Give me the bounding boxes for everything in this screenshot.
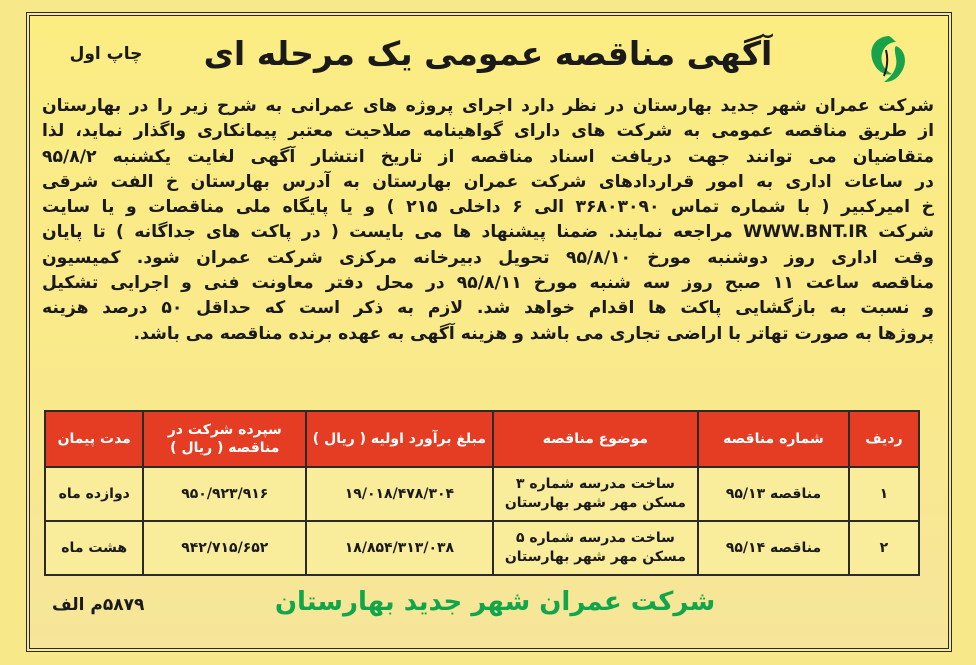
body-line: پروژها به صورت تهاتر با اراضی تجاری می باشد و هزینه آگهی به عهده برنده مناقصه می باشد. bbox=[133, 323, 934, 344]
body-line: مناقصه ساعت ۱۱ صبح روز سه شنبه مورخ ۹۵/۸/۱۱ در محل دفتر معاونت فنی و اجرایی تشکیل bbox=[42, 273, 934, 294]
body-line: متقاضیان می توانند جهت دریافت اسناد مناقصه از تاریخ انتشار آگهی لغایت یکشنبه ۹۵/۸/۲ bbox=[42, 146, 934, 167]
cell-duration: هشت ماه bbox=[45, 521, 143, 575]
footer-ad-code: ۵۸۷۹م الف bbox=[52, 595, 145, 615]
col-header-row-number: ردیف bbox=[849, 411, 919, 467]
cell-duration: دوازده ماه bbox=[45, 467, 143, 521]
body-line: خ امیرکبیر ( با شماره تماس ۳۶۸۰۳۰۹۰ الی ۶ داخلی ۲۱۵ ) و یا پایگاه ملی مناقصات و یا سایت bbox=[42, 197, 934, 218]
col-header-subject: موضوع مناقصه bbox=[493, 411, 698, 467]
cell-deposit: ۹۴۲/۷۱۵/۶۵۲ bbox=[143, 521, 306, 575]
table-row bbox=[45, 467, 919, 521]
col-header-estimate: مبلغ برآورد اولیه ( ریال ) bbox=[306, 411, 493, 467]
col-header-duration: مدت پیمان bbox=[45, 411, 143, 467]
body-line: شرکت عمران شهر جدید بهارستان در نظر دارد اجرای پروژه های عمرانی به شرح زیر را در بهارستان bbox=[42, 96, 934, 116]
cell-row-number: ۱ bbox=[849, 467, 919, 521]
cell-row-number: ۲ bbox=[849, 521, 919, 575]
footer-company-name: شرکت عمران شهر جدید بهارستان bbox=[274, 587, 716, 617]
table-row bbox=[45, 521, 919, 575]
body-line: در ساعات اداری به امور قراردادهای شرکت عمران بهارستان به آدرس بهارستان خ الفت شرقی bbox=[42, 171, 934, 192]
baharestan-logo-icon bbox=[862, 30, 914, 88]
cell-deposit: ۹۵۰/۹۲۳/۹۱۶ bbox=[143, 467, 306, 521]
body-line: و نسبت به بازگشایی پاکت ها اقدام خواهد شد. لازم به ذکر است که حداقل ۵۰ درصد هزینه bbox=[42, 298, 934, 319]
cell-estimate: ۱۹/۰۱۸/۴۷۸/۳۰۴ bbox=[306, 467, 493, 521]
body-line: وقت اداری روز دوشنبه مورخ ۹۵/۸/۱۰ تحویل دبیرخانه مرکزی شرکت عمران شود. کمیسیون bbox=[42, 247, 934, 268]
col-header-tender-number: شماره مناقصه bbox=[698, 411, 849, 467]
cell-estimate: ۱۸/۸۵۴/۳۱۳/۰۳۸ bbox=[306, 521, 493, 575]
edition-label: چاپ اول bbox=[69, 44, 143, 64]
cell-subject: ساخت مدرسه شماره ۳ مسکن مهر شهر بهارستان bbox=[493, 467, 698, 521]
table-header-row bbox=[45, 411, 919, 467]
col-header-deposit: سپرده شرکت در مناقصه ( ریال ) bbox=[143, 411, 306, 467]
cell-subject: ساخت مدرسه شماره ۵ مسکن مهر شهر بهارستان bbox=[493, 521, 698, 575]
cell-tender-number: مناقصه ۹۵/۱۴ bbox=[698, 521, 849, 575]
tender-table bbox=[44, 410, 920, 576]
body-line: از طریق مناقصه عمومی به شرکت های دارای گواهینامه صلاحیت معتبر پیمانکاری واگذار نماید، لذا bbox=[42, 121, 934, 142]
ad-title: آگهی مناقصه عمومی یک مرحله ای bbox=[203, 34, 773, 73]
body-line: شرکت WWW.BNT.IR مراجعه نمایند. ضمنا پیشنهاد ها می بایست ( در پاکت های جداگانه ) تا پایان bbox=[42, 222, 934, 243]
cell-tender-number: مناقصه ۹۵/۱۳ bbox=[698, 467, 849, 521]
ad-body bbox=[42, 94, 934, 347]
